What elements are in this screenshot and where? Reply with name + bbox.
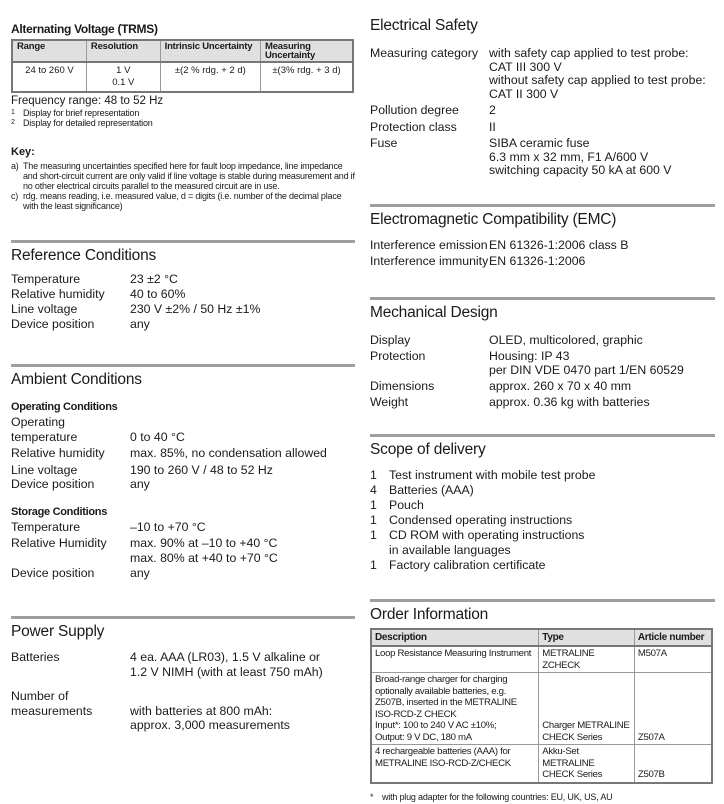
footnote-mark: 2 bbox=[11, 119, 15, 126]
ac-voltage-table bbox=[11, 39, 354, 93]
value: 4 ea. AAA (LR03), 1.5 V alkaline or 1.2 V NIMH (with at least 750 mAh) bbox=[130, 650, 323, 679]
value: OLED, multicolored, graphic bbox=[489, 333, 643, 347]
footnote-text: with plug adapter for the following countries: EU, UK, US, AU bbox=[382, 791, 613, 802]
item-text: Condensed operating instructions bbox=[389, 513, 573, 527]
table-cell: Z507A bbox=[634, 673, 712, 745]
order-footnote bbox=[370, 792, 715, 802]
table-cell: ±(2 % rdg. + 2 d) bbox=[160, 62, 260, 92]
table-header: Range bbox=[12, 40, 86, 62]
value: II bbox=[489, 119, 496, 134]
value: 40 to 60% bbox=[130, 287, 186, 301]
footnote bbox=[11, 108, 355, 118]
value: 23 ±2 °C bbox=[130, 272, 178, 286]
emc-list bbox=[370, 237, 715, 269]
item-text: Factory calibration certificate bbox=[389, 558, 546, 572]
label: Device position bbox=[11, 317, 95, 331]
label: Interference immunity bbox=[370, 254, 489, 268]
label: Operating temperature bbox=[11, 415, 78, 444]
value: approx. 260 x 70 x 40 mm bbox=[489, 378, 632, 393]
label: Batteries bbox=[11, 650, 60, 664]
footnote bbox=[11, 118, 355, 128]
table-cell: 1 V 0.1 V bbox=[86, 62, 160, 92]
item-text: Pouch bbox=[389, 498, 424, 512]
table-header-row bbox=[12, 40, 353, 62]
label: Relative humidity bbox=[11, 287, 105, 301]
ac-voltage-section bbox=[11, 22, 355, 128]
key-item bbox=[11, 191, 355, 211]
table-cell: Z507B bbox=[634, 745, 712, 783]
table-cell: M507A bbox=[634, 646, 712, 673]
label: Relative humidity bbox=[11, 446, 105, 460]
emc-section bbox=[370, 204, 715, 269]
table-header: Description bbox=[371, 629, 539, 646]
label: Line voltage bbox=[11, 462, 78, 477]
list-item bbox=[370, 483, 715, 498]
value: 230 V ±2% / 50 Hz ±1% bbox=[130, 302, 261, 316]
table-cell: Broad-range charger for charging optionally available batteries, e.g. Z507B, inserted in the METRALINE ISO-RCD-Z CHECK Input*: 100 to 240 V AC ±10%; Output: 9 V DC, 180 mA bbox=[371, 673, 539, 745]
label: Protection bbox=[370, 348, 426, 363]
operating-conditions-list bbox=[11, 415, 355, 492]
power-supply-section bbox=[11, 616, 355, 733]
value: SIBA ceramic fuse 6.3 mm x 32 mm, F1 A/600 V switching capacity 50 kA at 600 V bbox=[489, 136, 672, 177]
mechanical-design-list bbox=[370, 333, 715, 410]
section-title: Scope of delivery bbox=[370, 441, 486, 458]
label: Interference emission bbox=[370, 238, 488, 252]
value: Housing: IP 43 per DIN VDE 0470 part 1/EN 60529 bbox=[489, 348, 684, 377]
item-text: Test instrument with mobile test probe bbox=[389, 468, 596, 482]
table-cell: Charger METRALINE CHECK Series bbox=[539, 673, 635, 745]
electrical-safety-list bbox=[370, 47, 715, 178]
value: with batteries at 800 mAh: approx. 3,000 measurements bbox=[130, 703, 290, 732]
quantity: 1 bbox=[370, 498, 377, 512]
quantity: 1 bbox=[370, 528, 377, 542]
reference-conditions-section bbox=[11, 240, 355, 332]
value: approx. 0.36 kg with batteries bbox=[489, 395, 650, 409]
label: Dimensions bbox=[370, 378, 435, 393]
label: Measuring category bbox=[370, 46, 478, 60]
table-cell: ±(3% rdg. + 3 d) bbox=[260, 62, 353, 92]
storage-conditions-list bbox=[11, 520, 355, 581]
section-title: Power Supply bbox=[11, 623, 105, 640]
table-row bbox=[371, 673, 712, 745]
mechanical-design-section bbox=[370, 297, 715, 410]
table-row bbox=[371, 745, 712, 783]
list-item bbox=[370, 468, 715, 483]
table-header: Measuring Uncertainty bbox=[260, 40, 353, 62]
label: Fuse bbox=[370, 136, 398, 150]
table-row bbox=[371, 646, 712, 673]
key-text: rdg. means reading, i.e. measured value, d = digits (i.e. number of the decimal place with the least significance) bbox=[23, 191, 342, 211]
table-header: Type bbox=[539, 629, 635, 646]
value: EN 61326-1:2006 class B bbox=[489, 238, 629, 252]
label: Pollution degree bbox=[370, 103, 459, 117]
footnotes bbox=[11, 108, 355, 128]
label: Temperature bbox=[11, 272, 81, 286]
value: 0 to 40 °C bbox=[130, 429, 185, 444]
label: Device position bbox=[11, 566, 95, 580]
value: max. 90% at –10 to +40 °C max. 80% at +40 to +70 °C bbox=[130, 536, 278, 565]
storage-conditions-title: Storage Conditions bbox=[11, 505, 108, 518]
footnote-text: Display for detailed representation bbox=[23, 118, 153, 128]
key-section bbox=[11, 146, 355, 211]
scope-of-delivery-section bbox=[370, 434, 715, 573]
footnote-text: Display for brief representation bbox=[23, 108, 140, 118]
table-header-row bbox=[371, 629, 712, 646]
quantity: 1 bbox=[370, 513, 377, 527]
table-header: Resolution bbox=[86, 40, 160, 62]
table-cell: Loop Resistance Measuring Instrument bbox=[371, 646, 539, 673]
label: Temperature bbox=[11, 519, 81, 534]
value: any bbox=[130, 317, 150, 331]
section-title: Electromagnetic Compatibility (EMC) bbox=[370, 211, 617, 228]
list-item bbox=[370, 558, 715, 573]
key-text: The measuring uncertainties specified here for fault loop impedance, line impedance and short-circuit current are only valid if line voltage is stable during measurement and if no other electrical circuits parallel to the measured circuit are in use. bbox=[23, 161, 355, 191]
value: any bbox=[130, 477, 150, 491]
frequency-range: Frequency range: 48 to 52 Hz bbox=[11, 95, 164, 107]
table-cell: 4 rechargeable batteries (AAA) for METRALINE ISO-RCD-Z/CHECK bbox=[371, 745, 539, 783]
key-list bbox=[11, 161, 355, 211]
delivery-list bbox=[370, 468, 715, 573]
key-item bbox=[11, 161, 355, 191]
key-mark: a) bbox=[11, 161, 19, 171]
section-title: Mechanical Design bbox=[370, 304, 498, 321]
footnote-mark: * bbox=[370, 791, 374, 802]
quantity: 4 bbox=[370, 483, 377, 497]
table-cell: 24 to 260 V bbox=[12, 62, 86, 92]
label: Number of measurements bbox=[11, 689, 93, 718]
footnote-mark: 1 bbox=[11, 109, 15, 116]
ac-voltage-title: Alternating Voltage (TRMS) bbox=[11, 22, 158, 36]
electrical-safety-section bbox=[370, 17, 715, 178]
value: EN 61326-1:2006 bbox=[489, 254, 586, 268]
reference-conditions-list bbox=[11, 272, 355, 332]
value: any bbox=[130, 566, 150, 580]
label: Line voltage bbox=[11, 302, 78, 316]
table-header: Intrinsic Uncertainty bbox=[160, 40, 260, 62]
label: Display bbox=[370, 333, 411, 347]
label: Protection class bbox=[370, 119, 457, 134]
table-cell: METRALINE ZCHECK bbox=[539, 646, 635, 673]
list-item bbox=[370, 498, 715, 513]
label: Relative Humidity bbox=[11, 536, 107, 550]
ambient-conditions-section bbox=[11, 364, 355, 581]
operating-conditions-title: Operating Conditions bbox=[11, 401, 118, 413]
value: max. 85%, no condensation allowed bbox=[130, 446, 327, 460]
value: 2 bbox=[489, 103, 496, 117]
key-title: Key: bbox=[11, 146, 35, 158]
power-supply-list bbox=[11, 650, 355, 733]
label: Device position bbox=[11, 477, 95, 491]
key-mark: c) bbox=[11, 191, 19, 201]
table-row bbox=[12, 62, 353, 92]
order-information-section bbox=[370, 599, 715, 802]
section-title: Electrical Safety bbox=[370, 17, 478, 34]
section-title: Reference Conditions bbox=[11, 247, 157, 264]
section-title: Order Information bbox=[370, 606, 489, 623]
order-table bbox=[370, 628, 713, 784]
item-text: CD ROM with operating instructions in available languages bbox=[389, 528, 585, 557]
value: with safety cap applied to test probe: CAT III 300 V without safety cap applied to test probe: CAT II 300 V bbox=[489, 46, 706, 101]
quantity: 1 bbox=[370, 558, 377, 572]
item-text: Batteries (AAA) bbox=[389, 483, 474, 497]
label: Weight bbox=[370, 395, 409, 409]
list-item bbox=[370, 513, 715, 528]
table-cell: Akku-Set METRALINE CHECK Series bbox=[539, 745, 635, 783]
value: –10 to +70 °C bbox=[130, 519, 206, 534]
value: 190 to 260 V / 48 to 52 Hz bbox=[130, 462, 273, 477]
section-title: Ambient Conditions bbox=[11, 371, 142, 388]
quantity: 1 bbox=[370, 468, 377, 482]
table-header: Article number bbox=[634, 629, 712, 646]
list-item bbox=[370, 528, 715, 558]
